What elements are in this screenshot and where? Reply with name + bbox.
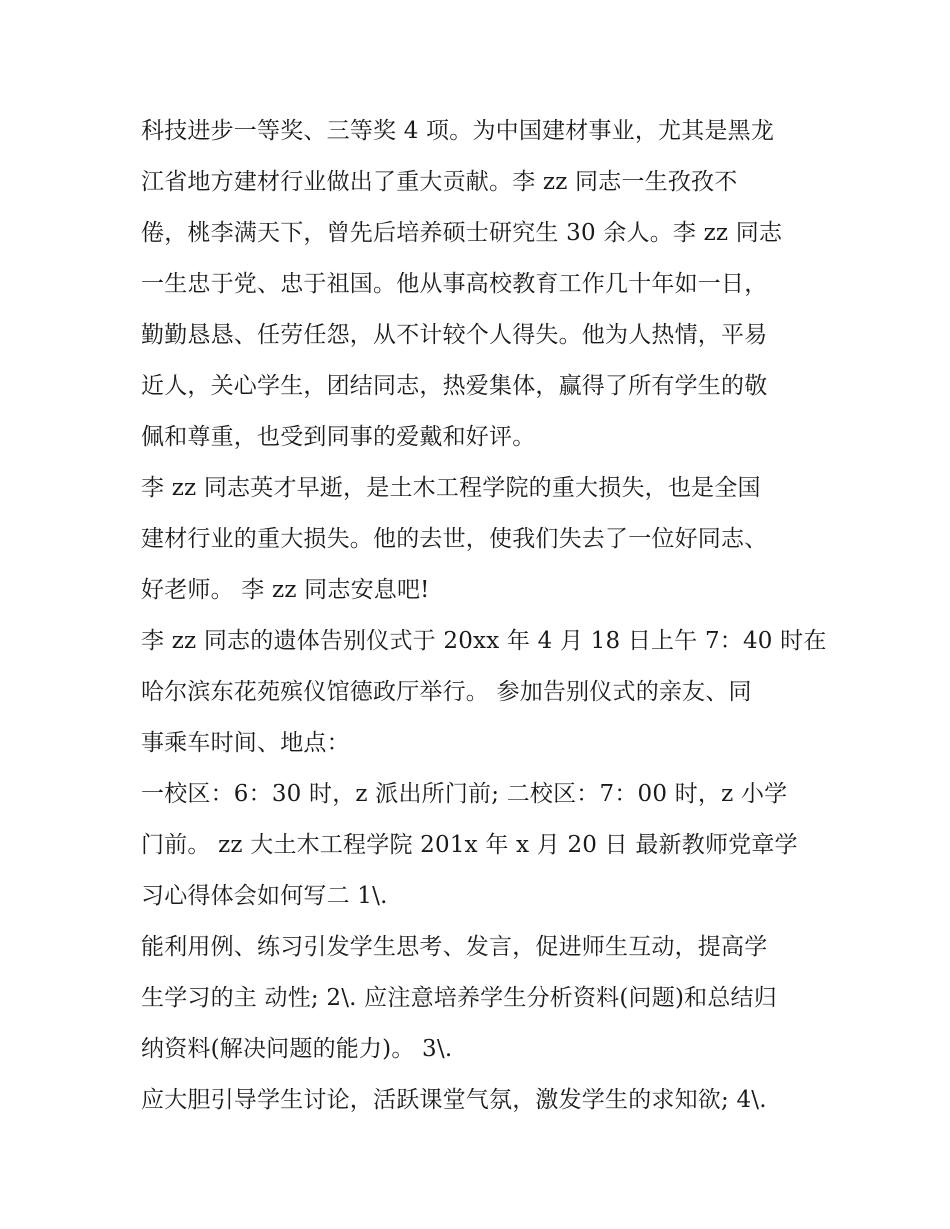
text-line: 好老师。 李 zz 同志安息吧! [141,577,430,603]
text-line: 一校区：6：30 时，z 派出所门前; 二校区：7：00 时，z 小学 [141,781,788,807]
text-line: 勤勤恳恳、任劳任怨，从不计较个人得失。他为人热情，平易 [141,322,768,348]
text-line: 李 zz 同志英才早逝，是土木工程学院的重大损失，也是全国 [141,475,761,501]
text-line: 一生忠于党、忠于祖国。他从事高校教育工作几十年如一日， [141,271,768,297]
text-line: 倦，桃李满天下，曾先后培养硕士研究生 30 余人。李 zz 同志 [141,220,783,246]
text-line: 事乘车时间、地点： [141,730,350,756]
text-line: 近人，关心学生，团结同志，热爱集体，赢得了所有学生的敬 [141,373,768,399]
text-line: 李 zz 同志的遗体告别仪式于 20xx 年 4 月 18 日上午 7：40 时在 [141,628,827,654]
text-line: 应大胆引导学生讨论，活跃课堂气氛，激发学生的求知欲; 4\. [141,1087,767,1113]
text-line: 纳资料(解决问题的能力)。 3\. [141,1036,453,1062]
text-line: 门前。 zz 大土木工程学院 201x 年 x 月 20 日 最新教师党章学 [141,832,798,858]
text-line: 能利用例、练习引发学生思考、发言，促进师生互动，提高学 [141,934,768,960]
text-line: 江省地方建材行业做出了重大贡献。李 zz 同志一生孜孜不 [141,169,738,195]
document-body [141,106,827,1126]
text-line: 佩和尊重，也受到同事的爱戴和好评。 [141,424,536,450]
text-line: 科技进步一等奖、三等奖 4 项。为中国建材事业，尤其是黑龙 [141,118,775,144]
text-line: 习心得体会如何写二 1\. [141,883,388,909]
text-line: 建材行业的重大损失。他的去世，使我们失去了一位好同志、 [141,526,768,552]
text-line: 生学习的主 动性; 2\. 应注意培养学生分析资料(问题)和总结归 [141,985,777,1011]
text-line: 哈尔滨东花苑殡仪馆德政厅举行。 参加告别仪式的亲友、同 [141,679,752,705]
